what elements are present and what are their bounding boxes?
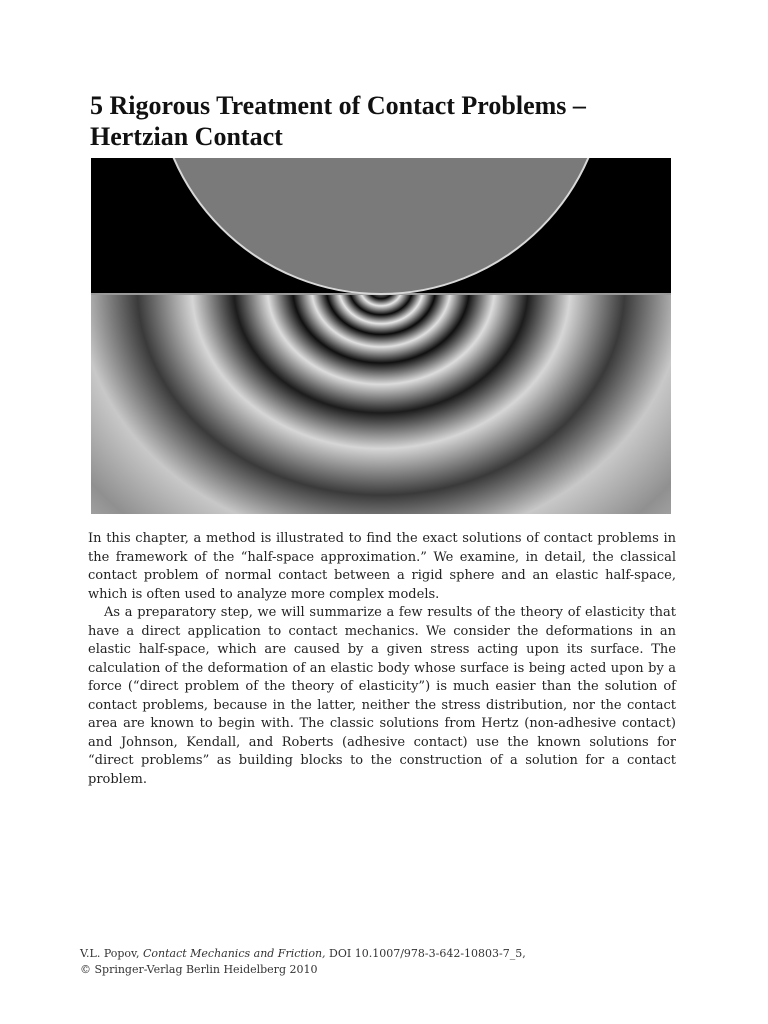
chapter-title-line-1: 5 Rigorous Treatment of Contact Problems – xyxy=(90,91,586,120)
footnote-copyright: © Springer-Verlag Berlin Heidelberg 2010 xyxy=(80,963,318,976)
footnote-doi: DOI 10.1007/978-3-642-10803-7_5, xyxy=(329,947,526,960)
footnote xyxy=(80,946,680,978)
photoelastic-figure xyxy=(91,158,671,514)
chapter-title-line-2: Hertzian Contact xyxy=(90,122,283,151)
photoelastic-image xyxy=(91,158,671,514)
paragraph-1: In this chapter, a method is illustrated to find the exact solutions of contact problems in the framework of the “half-space approximation.” We examine, in detail, the classical contact problem of normal contact between a rigid sphere and an elastic half-space, which is often used to analyze more complex models. xyxy=(88,531,676,602)
footnote-line-1 xyxy=(80,946,680,962)
chapter-title xyxy=(90,90,690,152)
body-text xyxy=(88,530,676,789)
paragraph-2: As a preparatory step, we will summarize a few results of the theory of elasticity that have a direct application to contact mechanics. We consider the deformations in an elastic half-space, which are caused by a given stress acting upon its surface. The calculation of the deformation of an elastic body whose surface is being acted upon by a force (“direct problem of the theory of elasticity”) is much easier than the solution of contact problems, because in the latter, neither the stress distribution, nor the contact area are known to begin with. The classic solutions from Hertz (non-adhesive contact) and Johnson, Kendall, and Roberts (adhesive contact) use the known solutions for “direct problems” as building blocks to the construction of a solution for a contact problem. xyxy=(88,605,676,787)
footnote-author: V.L. Popov, xyxy=(80,947,140,960)
half-space-fringes xyxy=(91,294,671,514)
footnote-book-title: Contact Mechanics and Friction, xyxy=(142,947,326,960)
